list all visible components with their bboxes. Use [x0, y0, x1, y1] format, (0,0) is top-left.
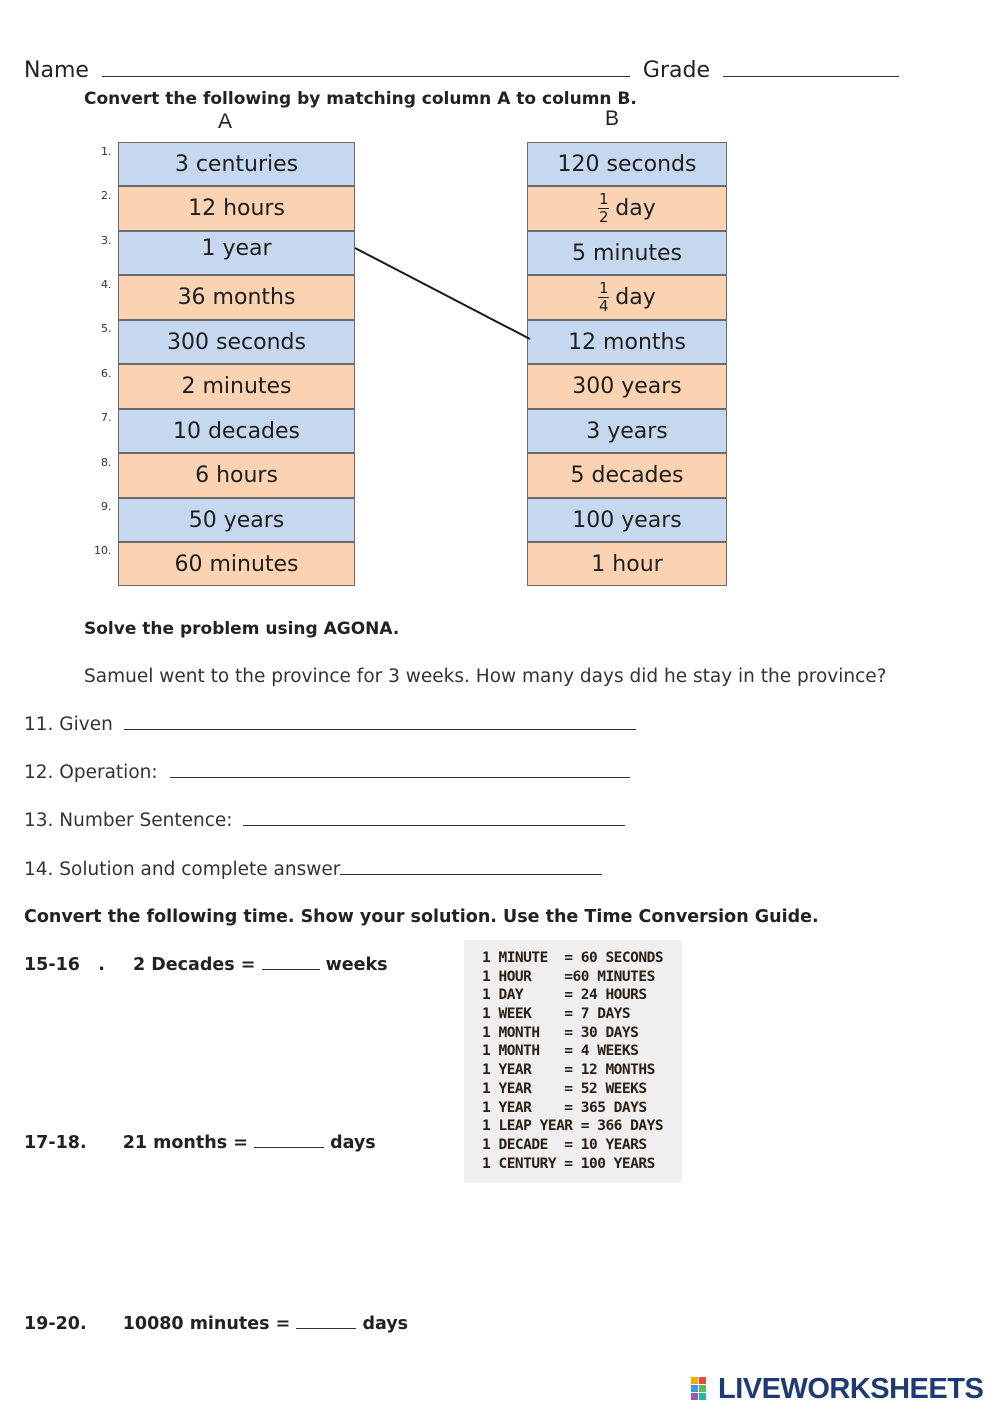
operation-label: 12. Operation: [24, 762, 158, 783]
question-unit: weeks [325, 955, 388, 975]
column-a-item[interactable]: 1 year [118, 231, 355, 275]
operation-field[interactable] [170, 776, 630, 778]
guide-row: 1 YEAR = 52 WEEKS [482, 1081, 647, 1097]
given-field[interactable] [124, 728, 636, 730]
row-number: 6. [101, 367, 112, 380]
fraction-numerator: 1 [598, 190, 609, 208]
column-b-item[interactable]: 5 decades [527, 453, 727, 498]
question-text: 2 Decades = [133, 955, 256, 975]
guide-row: 1 WEEK = 7 DAYS [482, 1006, 631, 1022]
given-label: 11. Given [24, 714, 113, 735]
row-number: 1. [101, 145, 112, 158]
logo-blocks-icon [690, 1376, 716, 1402]
column-b-item-label: day [615, 285, 656, 310]
guide-row: 1 CENTURY = 100 YEARS [482, 1156, 655, 1172]
question-number: 17-18. [24, 1133, 87, 1153]
row-number: 7. [101, 411, 112, 424]
name-label: Name [24, 58, 89, 83]
fraction-numerator: 1 [598, 279, 609, 297]
question-number: 15-16 . [24, 955, 105, 975]
grade-label: Grade [642, 58, 710, 83]
given-row [24, 714, 636, 735]
column-b-item[interactable]: 120 seconds [527, 142, 727, 186]
column-b-item[interactable]: 300 years [527, 364, 727, 409]
column-a-item[interactable]: 300 seconds [118, 320, 355, 364]
column-b-item[interactable]: 100 years [527, 498, 727, 542]
guide-row: 1 LEAP YEAR = 366 DAYS [482, 1118, 664, 1134]
solution-row [24, 859, 602, 880]
answer-field[interactable] [262, 968, 320, 970]
number-sentence-label: 13. Number Sentence: [24, 810, 233, 831]
question-15-16 [24, 955, 388, 975]
question-unit: days [362, 1314, 409, 1334]
number-sentence-field[interactable] [243, 824, 625, 826]
column-a-item[interactable]: 60 minutes [118, 542, 355, 586]
row-number: 10. [94, 544, 112, 557]
row-number: 2. [101, 189, 112, 202]
question-text: 10080 minutes = [122, 1314, 291, 1334]
column-a-item[interactable]: 50 years [118, 498, 355, 542]
solution-label: 14. Solution and complete answer [24, 859, 341, 880]
solution-field[interactable] [340, 873, 602, 875]
row-number: 4. [101, 278, 112, 291]
conversion-instruction: Convert the following time. Show your solution. Use the Time Conversion Guide. [24, 907, 819, 927]
column-a-item[interactable]: 3 centuries [118, 142, 355, 186]
column-a-item[interactable]: 12 hours [118, 186, 355, 231]
question-17-18 [24, 1133, 376, 1153]
answer-field[interactable] [296, 1327, 356, 1329]
number-sentence-row [24, 810, 625, 831]
row-number: 5. [101, 322, 112, 335]
row-number: 8. [101, 456, 112, 469]
column-a-item[interactable]: 2 minutes [118, 364, 355, 409]
guide-row: 1 DECADE = 10 YEARS [482, 1137, 647, 1153]
guide-row: 1 MONTH = 4 WEEKS [482, 1043, 639, 1059]
question-text: 21 months = [122, 1133, 248, 1153]
operation-row [24, 762, 630, 783]
fraction-denominator: 4 [598, 297, 609, 315]
column-b-label: B [605, 107, 620, 130]
problem-text: Samuel went to the province for 3 weeks. How many days did he stay in the province? [84, 666, 887, 687]
column-b-item-label: day [615, 196, 656, 221]
guide-row: 1 HOUR =60 MINUTES [482, 969, 655, 985]
guide-row: 1 MINUTE = 60 SECONDS [482, 950, 664, 966]
question-19-20 [24, 1314, 408, 1334]
matching-instruction: Convert the following by matching column A to column B. [84, 89, 637, 109]
column-b-item[interactable]: 5 minutes [527, 231, 727, 275]
row-number: 3. [101, 234, 112, 247]
liveworksheets-logo [690, 1372, 983, 1406]
column-a-item[interactable]: 36 months [118, 275, 355, 320]
brand-text: LIVEWORKSHEETS [718, 1372, 984, 1405]
column-b-item[interactable]: 1 hour [527, 542, 727, 586]
time-conversion-guide [464, 940, 682, 1183]
column-b-item[interactable]: 3 years [527, 409, 727, 453]
problem-instruction: Solve the problem using AGONA. [84, 619, 400, 639]
answer-field[interactable] [254, 1146, 324, 1148]
row-number: 9. [101, 500, 112, 513]
guide-row: 1 MONTH = 30 DAYS [482, 1025, 639, 1041]
column-a-item[interactable]: 6 hours [118, 453, 355, 498]
fraction-denominator: 2 [598, 208, 609, 226]
question-number: 19-20. [24, 1314, 87, 1334]
guide-row: 1 YEAR = 12 MONTHS [482, 1062, 655, 1078]
guide-row: 1 YEAR = 365 DAYS [482, 1100, 647, 1116]
question-unit: days [330, 1133, 376, 1153]
column-a-label: A [218, 110, 233, 133]
guide-row: 1 DAY = 24 HOURS [482, 987, 647, 1003]
column-b-item[interactable]: 12 months [527, 320, 727, 364]
column-a-item[interactable]: 10 decades [118, 409, 355, 453]
